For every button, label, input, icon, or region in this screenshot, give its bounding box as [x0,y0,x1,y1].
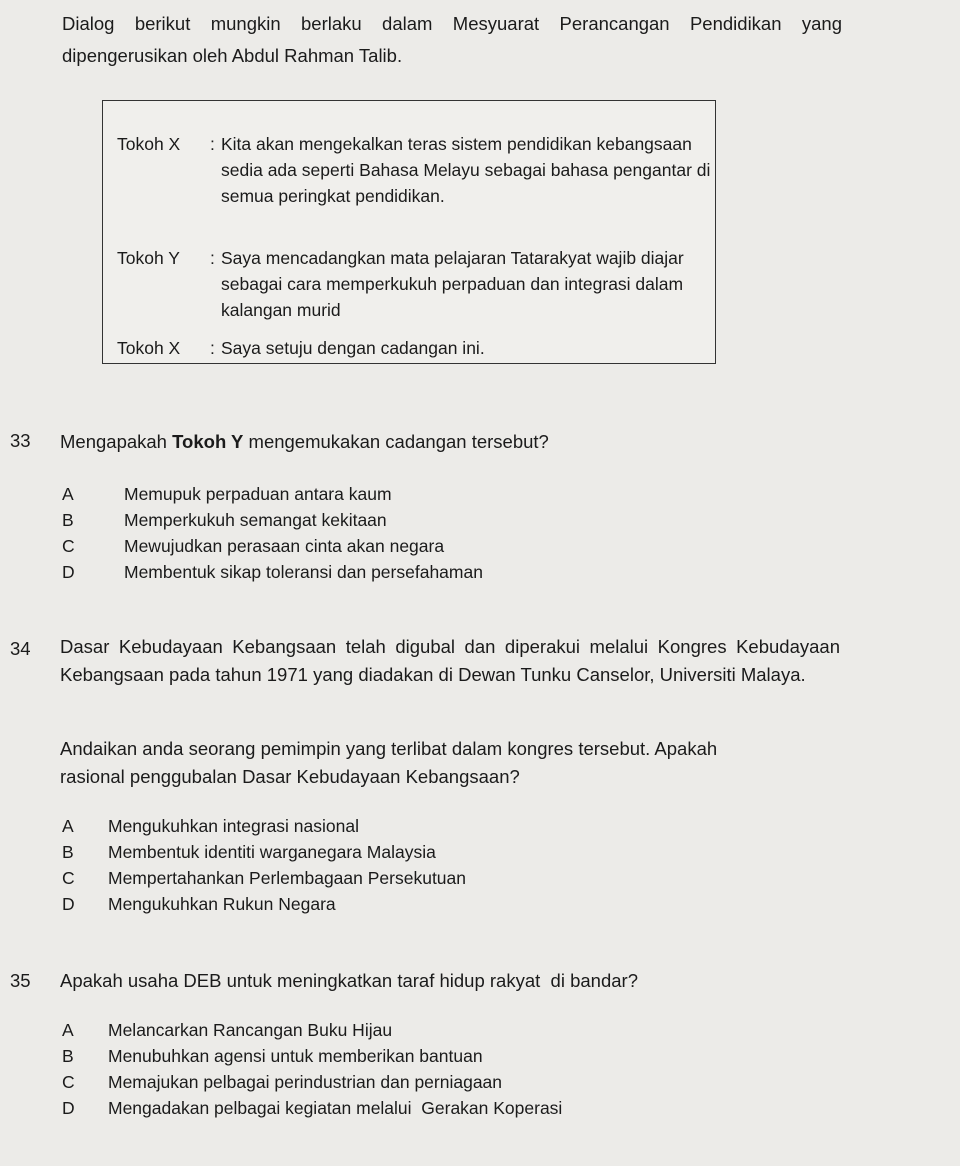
option-letter: D [62,562,75,582]
option-letter: B [62,842,74,862]
option-text: Melancarkan Rancangan Buku Hijau [108,1020,393,1040]
option-letter: D [62,894,75,914]
colon: : [210,248,215,268]
question-number: 34 [10,638,31,659]
option-text: Memajukan pelbagai perindustrian dan perniagaan [108,1072,503,1092]
option-letter: A [62,484,74,504]
option-text: Mewujudkan perasaan cinta akan negara [124,536,445,556]
question-number: 35 [10,970,31,991]
dialog-box [102,100,716,364]
option-text: Memupuk perpaduan antara kaum [124,484,392,504]
option-letter: D [62,1098,75,1118]
option-text: Menubuhkan agensi untuk memberikan bantuan [108,1046,483,1066]
colon: : [210,134,215,154]
option-text: Mempertahankan Perlembagaan Persekutuan [108,868,466,888]
stem-bold: Tokoh Y [172,431,244,452]
dialog-text: Kita akan mengekalkan teras sistem pendidikan kebangsaan sedia ada seperti Bahasa Melayu sebagai bahasa pengantar di semua peringkat pendidikan. [221,134,711,206]
stem-suffix: mengemukakan cadangan tersebut? [243,431,549,452]
option-letter: C [62,1072,75,1092]
option-text: Mengukuhkan Rukun Negara [108,894,336,914]
question-stem [60,428,549,456]
option-letter: A [62,1020,74,1040]
option-text: Membentuk sikap toleransi dan persefahaman [124,562,483,582]
question-stem: Apakah usaha DEB untuk meningkatkan taraf hidup rakyat di bandar? [60,970,638,991]
stem-prefix: Mengapakah [60,431,173,452]
speaker-name: Tokoh X [117,338,181,358]
speaker-name: Tokoh X [117,134,181,154]
option-text: Mengadakan pelbagai kegiatan melalui Gerakan Koperasi [108,1098,563,1118]
option-letter: B [62,1046,74,1066]
colon: : [210,338,215,358]
option-letter: C [62,868,75,888]
option-letter: C [62,536,75,556]
speaker-name: Tokoh Y [117,248,180,268]
question-stem: Dasar Kebudayaan Kebangsaan telah digubal dan diperakui melalui Kongres Kebudayaan Kebangsaan pada tahun 1971 yang diadakan di Dewan Tunku Canselor, Universiti Malaya. [60,636,840,685]
option-text: Memperkukuh semangat kekitaan [124,510,387,530]
intro-text: Dialog berikut mungkin berlaku dalam Mesyuarat Perancangan Pendidikan yang dipengerusikan oleh Abdul Rahman Talib. [62,13,842,66]
option-letter: B [62,510,74,530]
dialog-text: Saya mencadangkan mata pelajaran Tatarakyat wajib diajar sebagai cara memperkukuh perpaduan dan integrasi dalam kalangan murid [221,248,684,320]
question-number: 33 [10,430,31,451]
option-text: Membentuk identiti warganegara Malaysia [108,842,436,862]
dialog-text: Saya setuju dengan cadangan ini. [221,338,485,358]
option-letter: A [62,816,74,836]
question-stem-2: Andaikan anda seorang pemimpin yang terlibat dalam kongres tersebut. Apakah rasional penggubalan Dasar Kebudayaan Kebangsaan? [60,738,718,787]
option-text: Mengukuhkan integrasi nasional [108,816,359,836]
